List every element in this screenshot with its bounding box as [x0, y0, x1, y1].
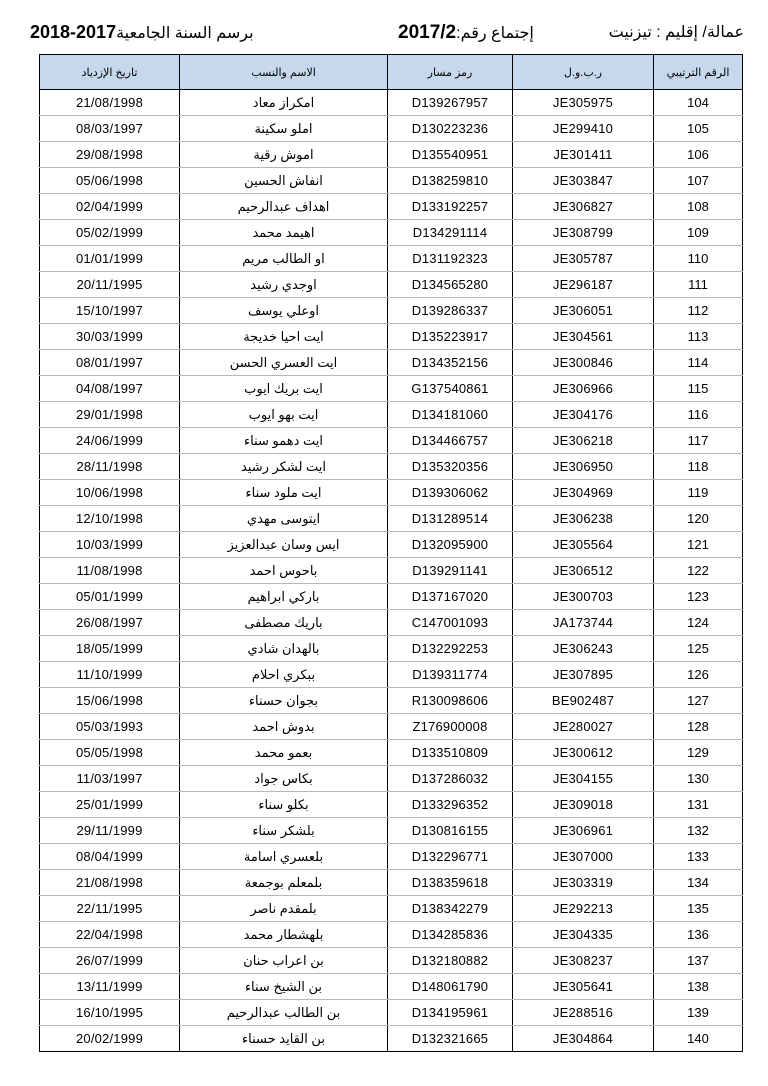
cell-massar: D139267957: [388, 90, 513, 116]
cell-massar: D138359618: [388, 870, 513, 896]
cell-serial: 111: [654, 272, 743, 298]
cell-serial: 127: [654, 688, 743, 714]
cell-massar: D130223236: [388, 116, 513, 142]
cell-birthdate: 05/01/1999: [40, 584, 180, 610]
cell-massar: D133296352: [388, 792, 513, 818]
cell-massar: D134291114: [388, 220, 513, 246]
cell-birthdate: 18/05/1999: [40, 636, 180, 662]
cell-serial: 121: [654, 532, 743, 558]
cell-name: بجوان حسناء: [180, 688, 388, 714]
table-header-row: [40, 55, 743, 90]
cell-birthdate: 30/03/1999: [40, 324, 180, 350]
cell-cin: JE306961: [513, 818, 654, 844]
cell-massar: D132292253: [388, 636, 513, 662]
cell-cin: JE307895: [513, 662, 654, 688]
cell-birthdate: 29/11/1999: [40, 818, 180, 844]
cell-cin: JE303847: [513, 168, 654, 194]
cell-name: ايتوسى مهدي: [180, 506, 388, 532]
cell-serial: 137: [654, 948, 743, 974]
cell-cin: JE305787: [513, 246, 654, 272]
cell-serial: 139: [654, 1000, 743, 1026]
cell-cin: JE304864: [513, 1026, 654, 1052]
column-header-massar: رمز مسار: [388, 55, 513, 90]
cell-name: بكاس جواد: [180, 766, 388, 792]
cell-birthdate: 26/08/1997: [40, 610, 180, 636]
cell-birthdate: 08/01/1997: [40, 350, 180, 376]
cell-cin: JE306512: [513, 558, 654, 584]
cell-cin: JE300846: [513, 350, 654, 376]
cell-cin: JE304335: [513, 922, 654, 948]
cell-massar: D137286032: [388, 766, 513, 792]
students-table: [39, 54, 743, 1052]
cell-serial: 131: [654, 792, 743, 818]
cell-serial: 104: [654, 90, 743, 116]
cell-name: بالهدان شادي: [180, 636, 388, 662]
table-row: [40, 220, 743, 246]
cell-cin: JE288516: [513, 1000, 654, 1026]
cell-name: انفاش الحسين: [180, 168, 388, 194]
table-row: [40, 532, 743, 558]
cell-name: ايت العسري الحسن: [180, 350, 388, 376]
cell-serial: 109: [654, 220, 743, 246]
cell-serial: 114: [654, 350, 743, 376]
cell-name: بلشكر سناء: [180, 818, 388, 844]
cell-birthdate: 02/04/1999: [40, 194, 180, 220]
cell-cin: JE292213: [513, 896, 654, 922]
cell-cin: JE305641: [513, 974, 654, 1000]
cell-cin: JE304176: [513, 402, 654, 428]
cell-name: ببكري احلام: [180, 662, 388, 688]
cell-cin: JE308237: [513, 948, 654, 974]
cell-name: اوعلي يوسف: [180, 298, 388, 324]
academic-year: [22, 22, 254, 43]
cell-serial: 120: [654, 506, 743, 532]
cell-birthdate: 11/03/1997: [40, 766, 180, 792]
cell-name: امكراز معاد: [180, 90, 388, 116]
table-row: [40, 766, 743, 792]
cell-name: اوجدي رشيد: [180, 272, 388, 298]
cell-serial: 118: [654, 454, 743, 480]
table-row: [40, 636, 743, 662]
cell-cin: JE304969: [513, 480, 654, 506]
cell-cin: JE296187: [513, 272, 654, 298]
cell-massar: D137167020: [388, 584, 513, 610]
cell-massar: D133510809: [388, 740, 513, 766]
cell-birthdate: 13/11/1999: [40, 974, 180, 1000]
page-header: [22, 22, 744, 50]
table-row: [40, 142, 743, 168]
cell-cin: BE902487: [513, 688, 654, 714]
cell-name: باريك مصطفى: [180, 610, 388, 636]
cell-massar: D132296771: [388, 844, 513, 870]
academic-year-label: برسم السنة الجامعية: [116, 25, 254, 42]
cell-massar: D134181060: [388, 402, 513, 428]
cell-birthdate: 05/05/1998: [40, 740, 180, 766]
academic-year-value: 2018-2017: [30, 22, 117, 42]
cell-serial: 130: [654, 766, 743, 792]
table-row: [40, 376, 743, 402]
cell-serial: 129: [654, 740, 743, 766]
cell-name: بلعسري اسامة: [180, 844, 388, 870]
cell-massar: D132095900: [388, 532, 513, 558]
table-row: [40, 948, 743, 974]
cell-name: بلمقدم ناصر: [180, 896, 388, 922]
cell-massar: D139291141: [388, 558, 513, 584]
cell-massar: D134195961: [388, 1000, 513, 1026]
cell-name: بلمعلم بوجمعة: [180, 870, 388, 896]
table-row: [40, 844, 743, 870]
cell-birthdate: 16/10/1995: [40, 1000, 180, 1026]
table-row: [40, 662, 743, 688]
cell-massar: D135223917: [388, 324, 513, 350]
table-row: [40, 870, 743, 896]
cell-name: بن اعراب حنان: [180, 948, 388, 974]
cell-cin: JE305975: [513, 90, 654, 116]
cell-massar: D134352156: [388, 350, 513, 376]
table-row: [40, 740, 743, 766]
cell-serial: 124: [654, 610, 743, 636]
cell-massar: D133192257: [388, 194, 513, 220]
column-header-birthdate: تاريخ الإزدياد: [40, 55, 180, 90]
cell-cin: JE306966: [513, 376, 654, 402]
cell-name: او الطالب مريم: [180, 246, 388, 272]
cell-serial: 108: [654, 194, 743, 220]
meeting-label: إجتماع رقم:: [456, 25, 534, 42]
cell-serial: 113: [654, 324, 743, 350]
table-row: [40, 558, 743, 584]
cell-cin: JE306051: [513, 298, 654, 324]
cell-massar: D134565280: [388, 272, 513, 298]
cell-name: بن الشيخ سناء: [180, 974, 388, 1000]
cell-cin: JE304561: [513, 324, 654, 350]
cell-serial: 119: [654, 480, 743, 506]
cell-cin: JE306827: [513, 194, 654, 220]
cell-serial: 116: [654, 402, 743, 428]
table-row: [40, 324, 743, 350]
cell-birthdate: 10/03/1999: [40, 532, 180, 558]
cell-cin: JE306238: [513, 506, 654, 532]
cell-birthdate: 20/11/1995: [40, 272, 180, 298]
table-row: [40, 298, 743, 324]
cell-birthdate: 05/06/1998: [40, 168, 180, 194]
cell-massar: D138259810: [388, 168, 513, 194]
cell-birthdate: 21/08/1998: [40, 870, 180, 896]
meeting-number: 2017/2: [398, 22, 457, 43]
cell-serial: 135: [654, 896, 743, 922]
cell-birthdate: 20/02/1999: [40, 1026, 180, 1052]
cell-birthdate: 11/10/1999: [40, 662, 180, 688]
cell-birthdate: 28/11/1998: [40, 454, 180, 480]
cell-cin: JA173744: [513, 610, 654, 636]
cell-serial: 126: [654, 662, 743, 688]
cell-serial: 122: [654, 558, 743, 584]
column-header-cin: ر.ب.و.ل: [513, 55, 654, 90]
cell-massar: D138342279: [388, 896, 513, 922]
cell-massar: D139306062: [388, 480, 513, 506]
cell-birthdate: 08/04/1999: [40, 844, 180, 870]
cell-birthdate: 22/04/1998: [40, 922, 180, 948]
table-row: [40, 194, 743, 220]
cell-serial: 123: [654, 584, 743, 610]
cell-birthdate: 26/07/1999: [40, 948, 180, 974]
cell-cin: JE306218: [513, 428, 654, 454]
cell-massar: D130816155: [388, 818, 513, 844]
cell-cin: JE299410: [513, 116, 654, 142]
cell-name: باركي ابراهيم: [180, 584, 388, 610]
cell-cin: JE306950: [513, 454, 654, 480]
cell-birthdate: 29/08/1998: [40, 142, 180, 168]
cell-cin: JE308799: [513, 220, 654, 246]
column-header-name: الاسم والنسب: [180, 55, 388, 90]
table-row: [40, 480, 743, 506]
table-row: [40, 272, 743, 298]
table-row: [40, 168, 743, 194]
table-row: [40, 896, 743, 922]
cell-massar: C147001093: [388, 610, 513, 636]
cell-birthdate: 05/03/1993: [40, 714, 180, 740]
cell-cin: JE280027: [513, 714, 654, 740]
cell-serial: 133: [654, 844, 743, 870]
cell-birthdate: 25/01/1999: [40, 792, 180, 818]
cell-name: باحوس احمد: [180, 558, 388, 584]
cell-name: ايت بهو ايوب: [180, 402, 388, 428]
meeting-info: [392, 22, 534, 44]
cell-birthdate: 10/06/1998: [40, 480, 180, 506]
cell-birthdate: 05/02/1999: [40, 220, 180, 246]
cell-name: ايس وسان عبدالعزيز: [180, 532, 388, 558]
cell-birthdate: 15/06/1998: [40, 688, 180, 714]
cell-birthdate: 01/01/1999: [40, 246, 180, 272]
table-row: [40, 974, 743, 1000]
cell-cin: JE305564: [513, 532, 654, 558]
cell-birthdate: 21/08/1998: [40, 90, 180, 116]
table-body: [40, 90, 743, 1052]
cell-birthdate: 15/10/1997: [40, 298, 180, 324]
cell-massar: Z176900008: [388, 714, 513, 740]
column-header-serial: الرقم الترتيبي: [654, 55, 743, 90]
cell-massar: D132180882: [388, 948, 513, 974]
cell-serial: 136: [654, 922, 743, 948]
table-row: [40, 714, 743, 740]
cell-massar: D135540951: [388, 142, 513, 168]
table-row: [40, 90, 743, 116]
cell-birthdate: 24/06/1999: [40, 428, 180, 454]
cell-cin: JE300703: [513, 584, 654, 610]
table-row: [40, 584, 743, 610]
table-row: [40, 610, 743, 636]
cell-name: ايت احيا خديجة: [180, 324, 388, 350]
table-row: [40, 922, 743, 948]
cell-name: ايت لشكر رشيد: [180, 454, 388, 480]
cell-serial: 134: [654, 870, 743, 896]
cell-serial: 105: [654, 116, 743, 142]
cell-serial: 125: [654, 636, 743, 662]
cell-massar: R130098606: [388, 688, 513, 714]
cell-birthdate: 11/08/1998: [40, 558, 180, 584]
cell-name: ايت بريك ايوب: [180, 376, 388, 402]
cell-serial: 140: [654, 1026, 743, 1052]
cell-massar: D134466757: [388, 428, 513, 454]
table-row: [40, 402, 743, 428]
table-row: [40, 792, 743, 818]
table-row: [40, 506, 743, 532]
table-row: [40, 688, 743, 714]
cell-name: بدوش احمد: [180, 714, 388, 740]
table-row: [40, 454, 743, 480]
cell-name: اهيمد محمد: [180, 220, 388, 246]
cell-cin: JE300612: [513, 740, 654, 766]
cell-cin: JE307000: [513, 844, 654, 870]
cell-name: املو سكينة: [180, 116, 388, 142]
cell-birthdate: 29/01/1998: [40, 402, 180, 428]
cell-serial: 106: [654, 142, 743, 168]
cell-cin: JE303319: [513, 870, 654, 896]
cell-name: اموش رقية: [180, 142, 388, 168]
cell-massar: D134285836: [388, 922, 513, 948]
cell-name: ايت ملود سناء: [180, 480, 388, 506]
cell-serial: 117: [654, 428, 743, 454]
table-row: [40, 1026, 743, 1052]
cell-serial: 110: [654, 246, 743, 272]
cell-serial: 132: [654, 818, 743, 844]
cell-name: بن القايد حسناء: [180, 1026, 388, 1052]
table-row: [40, 428, 743, 454]
cell-birthdate: 04/08/1997: [40, 376, 180, 402]
cell-massar: D139286337: [388, 298, 513, 324]
cell-cin: JE309018: [513, 792, 654, 818]
cell-birthdate: 22/11/1995: [40, 896, 180, 922]
cell-name: اهداف عبدالرحيم: [180, 194, 388, 220]
cell-name: بن الطالب عبدالرحيم: [180, 1000, 388, 1026]
cell-massar: D132321665: [388, 1026, 513, 1052]
cell-massar: D135320356: [388, 454, 513, 480]
cell-name: بعمو محمد: [180, 740, 388, 766]
cell-cin: JE301411: [513, 142, 654, 168]
cell-name: ايت دهمو سناء: [180, 428, 388, 454]
table-row: [40, 1000, 743, 1026]
cell-name: بلهشطار محمد: [180, 922, 388, 948]
province-label: عمالة/ إقليم : تيزنيت: [608, 24, 744, 41]
cell-massar: D131289514: [388, 506, 513, 532]
table-row: [40, 116, 743, 142]
cell-serial: 138: [654, 974, 743, 1000]
cell-cin: JE304155: [513, 766, 654, 792]
cell-massar: D139311774: [388, 662, 513, 688]
cell-birthdate: 08/03/1997: [40, 116, 180, 142]
cell-massar: G137540861: [388, 376, 513, 402]
cell-cin: JE306243: [513, 636, 654, 662]
cell-serial: 112: [654, 298, 743, 324]
cell-massar: D131192323: [388, 246, 513, 272]
cell-serial: 128: [654, 714, 743, 740]
cell-serial: 115: [654, 376, 743, 402]
table-row: [40, 350, 743, 376]
cell-name: بكلو سناء: [180, 792, 388, 818]
cell-birthdate: 12/10/1998: [40, 506, 180, 532]
cell-massar: D148061790: [388, 974, 513, 1000]
table-row: [40, 818, 743, 844]
table-row: [40, 246, 743, 272]
cell-serial: 107: [654, 168, 743, 194]
